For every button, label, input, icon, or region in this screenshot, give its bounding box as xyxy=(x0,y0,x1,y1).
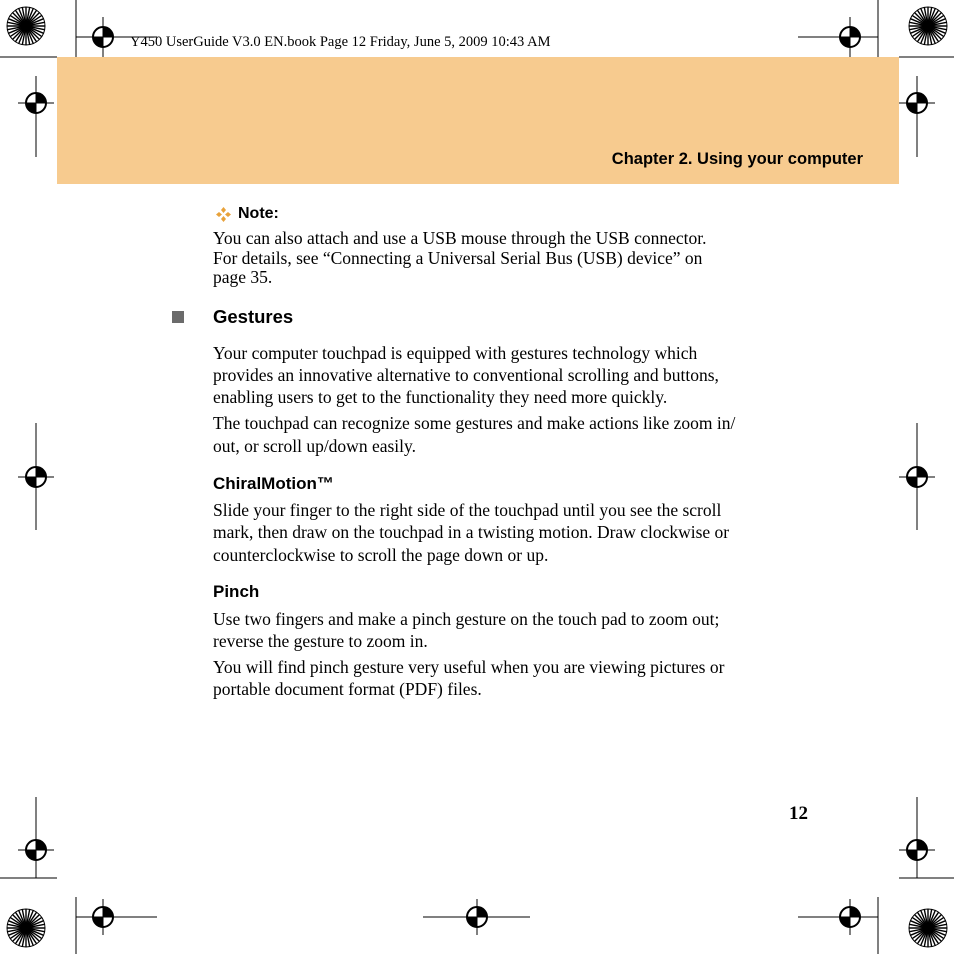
note-line: You can also attach and use a USB mouse through the USB connector. xyxy=(213,228,707,248)
gestures-paragraph-1 xyxy=(213,342,823,408)
gestures-heading: Gestures xyxy=(213,306,294,327)
chapter-title: Chapter 2. Using your computer xyxy=(611,150,863,168)
pinch-paragraph-2 xyxy=(213,656,823,700)
note-diamond-icon xyxy=(216,207,231,222)
note-line: For details, see “Connecting a Universal Serial Bus (USB) device” on xyxy=(213,248,703,268)
section-bullet-icon xyxy=(172,311,184,323)
body-line: reverse the gesture to zoom in. xyxy=(213,631,428,651)
chiralmotion-paragraph xyxy=(213,499,823,567)
note-line: page 35. xyxy=(213,267,273,287)
chiralmotion-heading: ChiralMotion™ xyxy=(213,474,334,493)
note-body xyxy=(213,228,823,287)
body-line: The touchpad can recognize some gestures and make actions like zoom in/ xyxy=(213,413,736,433)
body-line: provides an innovative alternative to conventional scrolling and buttons, xyxy=(213,365,719,385)
body-line: You will find pinch gesture very useful when you are viewing pictures or xyxy=(213,657,725,677)
page-number: 12 xyxy=(789,803,808,824)
body-line: Use two fingers and make a pinch gesture on the touch pad to zoom out; xyxy=(213,609,720,629)
pinch-heading: Pinch xyxy=(213,582,260,601)
body-line: mark, then draw on the touchpad in a twisting motion. Draw clockwise or xyxy=(213,522,730,542)
gestures-paragraph-2 xyxy=(213,412,823,458)
body-line: counterclockwise to scroll the page down or up. xyxy=(213,545,549,565)
body-line: portable document format (PDF) files. xyxy=(213,679,482,699)
pinch-paragraph-1 xyxy=(213,608,823,652)
body-line: enabling users to get to the functionality they need more quickly. xyxy=(213,387,668,407)
note-heading xyxy=(216,205,279,223)
body-line: out, or scroll up/down easily. xyxy=(213,436,417,456)
print-slug: Y450 UserGuide V3.0 EN.book Page 12 Friday, June 5, 2009 10:43 AM xyxy=(130,34,551,50)
body-line: Your computer touchpad is equipped with gestures technology which xyxy=(213,343,698,363)
note-label: Note: xyxy=(238,205,279,222)
body-line: Slide your finger to the right side of the touchpad until you see the scroll xyxy=(213,500,722,520)
